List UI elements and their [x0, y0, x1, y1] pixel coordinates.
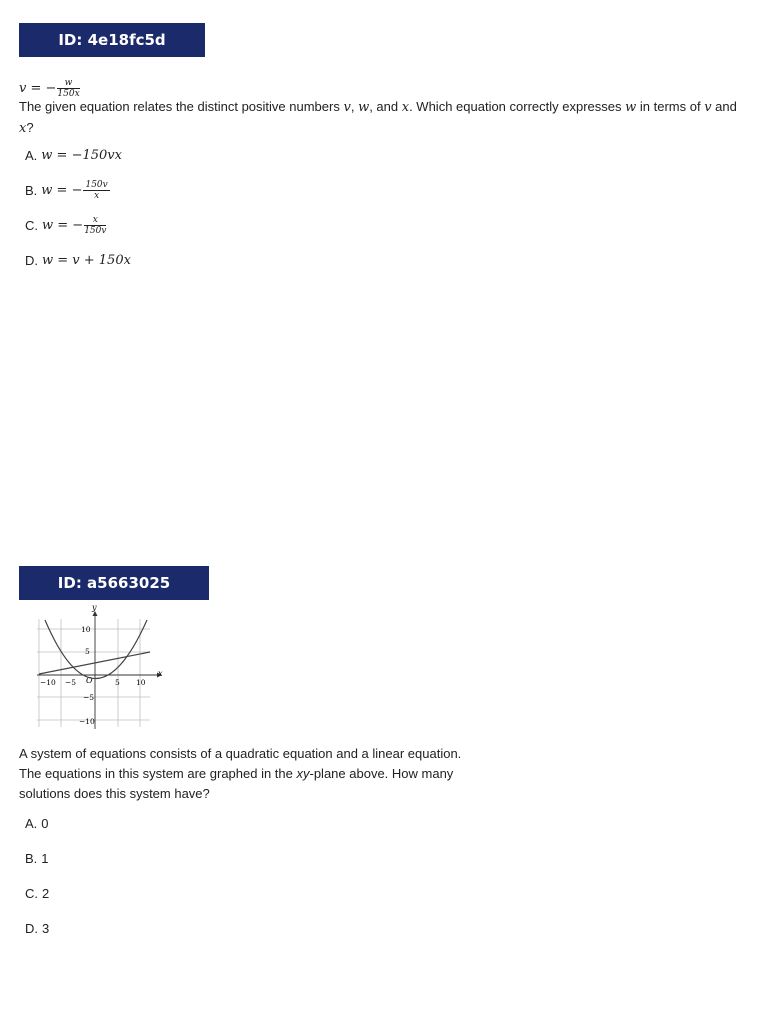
choice-letter: A.: [25, 148, 38, 163]
question-id-label: ID: a5663025: [57, 574, 171, 592]
choice-c[interactable]: [25, 215, 107, 236]
x-tick-label: −5: [65, 678, 77, 687]
choice-letter: A.: [25, 816, 38, 831]
choice-value: 1: [41, 851, 49, 866]
choice-d[interactable]: [25, 921, 49, 936]
question-id-label: ID: 4e18fc5d: [58, 31, 166, 49]
question-id-banner: [19, 23, 205, 57]
choice-a[interactable]: [25, 816, 49, 831]
choice-expression: [42, 215, 107, 236]
choice-fraction: [84, 215, 106, 236]
expr-prefix: w = −: [42, 218, 84, 233]
prompt-text: ?: [26, 120, 34, 135]
expr-prefix: w = −: [41, 183, 83, 198]
x-axis-label: x: [158, 669, 163, 678]
equation-fraction: [57, 78, 79, 99]
fraction-denominator: 150v: [84, 226, 107, 236]
choice-letter: D.: [25, 253, 38, 268]
var-x: x: [401, 100, 410, 115]
choice-value: 2: [42, 886, 50, 901]
system-graph: [20, 602, 170, 732]
y-axis-label: y: [92, 603, 97, 612]
prompt-text: and: [711, 99, 737, 114]
linear-line: [39, 652, 150, 674]
prompt-line: [19, 764, 579, 784]
x-tick-label: 10: [136, 678, 146, 687]
choice-value: 3: [42, 921, 50, 936]
grid-lines: [37, 619, 150, 727]
origin-label: O: [86, 676, 93, 685]
choice-expression: w = v + 150x: [42, 253, 131, 268]
y-tick-label: 5: [85, 647, 90, 656]
choice-letter: C.: [25, 886, 38, 901]
fraction-denominator: x: [94, 191, 100, 201]
choice-fraction: [83, 180, 109, 201]
fraction-numerator: x: [84, 215, 106, 226]
prompt-text: , and: [369, 99, 402, 114]
choice-a[interactable]: [25, 148, 122, 163]
x-tick-label: −10: [40, 678, 56, 687]
prompt-text: The equations in this system are graphed in the: [19, 766, 297, 781]
prompt-line: solutions does this system have?: [19, 786, 210, 801]
choice-d[interactable]: [25, 253, 131, 268]
choice-b[interactable]: [25, 851, 49, 866]
var-v: v: [704, 100, 712, 115]
choice-letter: B.: [25, 183, 38, 198]
choice-expression: [41, 180, 110, 201]
choice-expression: w = −150vx: [41, 148, 122, 163]
prompt-text: in terms of: [636, 99, 705, 114]
var-x: x: [19, 121, 27, 136]
given-equation: [19, 78, 81, 99]
choice-letter: C.: [25, 218, 38, 233]
choice-letter: B.: [25, 851, 38, 866]
x-tick-label: 5: [115, 678, 120, 687]
y-tick-label: 10: [81, 625, 91, 634]
question-id-banner: [19, 566, 209, 600]
question-prompt: [19, 97, 749, 139]
prompt-text: -plane above. How many: [309, 766, 454, 781]
choice-b[interactable]: [25, 180, 111, 201]
var-w: w: [358, 100, 370, 115]
prompt-text: ,: [350, 99, 359, 114]
choice-value: 0: [41, 816, 49, 831]
fraction-numerator: w: [57, 78, 79, 89]
choice-letter: D.: [25, 921, 38, 936]
fraction-numerator: 150v: [85, 180, 108, 190]
question-prompt: [19, 744, 579, 804]
prompt-text: . Which equation correctly expresses: [409, 99, 626, 114]
var-w: w: [625, 100, 637, 115]
choice-c[interactable]: [25, 886, 49, 901]
var-v: v: [343, 100, 351, 115]
y-tick-label: −10: [79, 717, 95, 726]
equation-lhs: v = −: [19, 81, 57, 96]
prompt-line: A system of equations consists of a quadratic equation and a linear equation.: [19, 746, 462, 761]
prompt-text: The given equation relates the distinct positive numbers: [19, 99, 344, 114]
y-tick-label: −5: [83, 693, 95, 702]
xy-italic: xy: [296, 766, 310, 781]
fraction-denominator: 150x: [57, 89, 80, 99]
